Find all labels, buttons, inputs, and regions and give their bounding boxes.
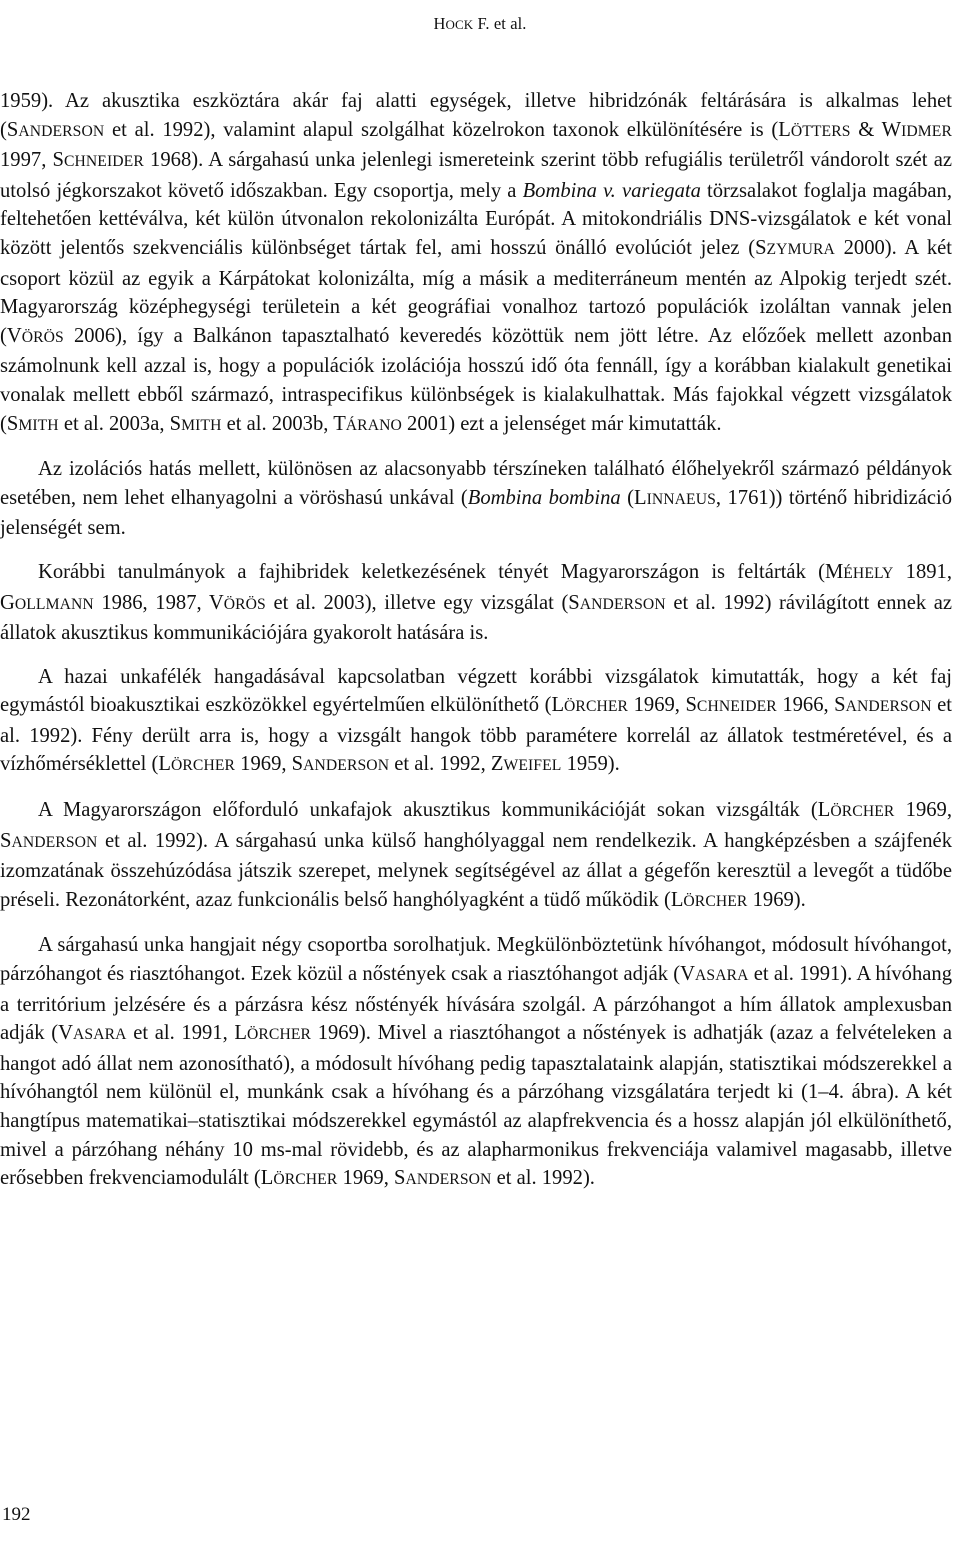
paragraph-1 [0, 87, 952, 440]
page-number: 192 [2, 1504, 31, 1525]
running-header [0, 14, 960, 34]
text-run: et al. 1992, Z [389, 753, 504, 776]
text-run: et al. 1992). Fény derült arra is, hogy a vizsgált hangok több paramétere korrelál az állatok testméretével, és a vízhőmérséklettel (L [0, 694, 952, 776]
text-run: et al. 2003a, S [58, 412, 182, 435]
author-name-smallcaps: ASARA [695, 967, 749, 985]
text-run: et al. 2003b, T [221, 412, 346, 435]
author-name-smallcaps: CHNEIDER [63, 153, 144, 171]
text-run: 1997, S [0, 149, 64, 172]
author-name-smallcaps: ÁRANO [345, 416, 402, 434]
author-name-smallcaps: ZYMURA [766, 240, 835, 258]
text-run: 1969). [747, 888, 806, 911]
author-name-smallcaps: IDMER [901, 122, 952, 140]
text-run: 1969, S [337, 1167, 406, 1190]
text-run: 1986, 1987, V [93, 591, 224, 614]
paragraph-2 [0, 455, 952, 543]
author-name-smallcaps: ANDERSON [303, 757, 390, 775]
author-name-smallcaps: CHNEIDER [696, 698, 777, 716]
text-run: 1968). A sárgahasú unka jelenlegi ismereteink szerint több refugiális területről vándorolt szét az utolsó jégkorszakot követő időszakban. Egy csoportja, mely a [0, 149, 952, 202]
author-name-smallcaps: ANDERSON [18, 122, 105, 140]
text-run: et al. 1991). A hívóhang a territórium jelzésére és a párzásra kész nőstényék hívására szolgál. A párzóhangot a hím állatok amplexusban adják (V [0, 963, 952, 1045]
author-name-smallcaps: WEIFEL [503, 757, 562, 775]
author-name-smallcaps: ÖRCHER [683, 892, 748, 910]
text-run: et al. 2003), illetve egy vizsgálat (S [265, 591, 580, 614]
author-name-smallcaps: ÖTTERS [790, 122, 851, 140]
author-name-smallcaps: ÖRCHER [170, 757, 236, 775]
header-author-initial: H [433, 14, 446, 33]
text-run: Az izolációs hatás mellett, különösen az alacsonyabb térszíneken található élőhelyekről származó példányok esetében, nem lehet elhanyagolni a vöröshasú unkával ( [0, 458, 952, 509]
author-name-smallcaps: INNAEUS [646, 490, 716, 508]
text-run: 1959). [561, 753, 620, 776]
text-run: 2000). A két csoport közül az egyik a Kárpátokat kolonizálta, míg a másik a mediterráneum mentén az Alpokig terjedt szét. Magyarország középhegységi területein a két geográfiai vonalhoz tartozó populációk izoláltan vannak jelen (V [0, 236, 952, 347]
author-name-smallcaps: ANDERSON [845, 698, 932, 716]
paragraph-6 [0, 931, 952, 1194]
text-run: 1891, G [0, 560, 953, 614]
species-name-italic: Bombina v. variegata [522, 179, 701, 202]
text-run: A Magyarországon előforduló unkafajok akusztikus kommunikációját sokan vizsgálták (L [38, 799, 831, 822]
paragraph-5 [0, 796, 952, 916]
text-run: 1969, S [628, 694, 697, 717]
author-name-smallcaps: ANDERSON [579, 595, 666, 613]
text-run: 1969, S [0, 799, 952, 852]
author-name-smallcaps: ASARA [73, 1026, 127, 1044]
species-name-italic: Bombina bombina [467, 486, 621, 509]
text-run: et al. 1992) rávilágított ennek az állatok akusztikus kommunikációjára gyakorolt hatására is. [0, 591, 953, 645]
author-name-smallcaps: ANDERSON [11, 833, 98, 851]
author-name-smallcaps: ÖRCHER [564, 698, 629, 716]
text-run: , 1761)) történő hibridizáció jelenségét sem. [0, 486, 953, 540]
text-run: 1966, S [776, 694, 846, 717]
text-run: 2006), így a Balkánon tapasztalható keveredés közöttük nem jött létre. Az előzőek mellett azonban számolnunk kell azzal is, hogy a populációk izolációja hosszú idő óta fennáll, így a korábban kialakult genetikai vonalak mellett ebből származó, intraspecifikus különbségek is kialakulhattak. Más fajokkal végzett vizsgálatok (S [0, 324, 952, 435]
paragraph-4 [0, 663, 952, 781]
text-run: & W [850, 118, 902, 141]
author-name-smallcaps: MITH [181, 416, 222, 434]
text-run: A sárgahasú unka hangjait négy csoportba sorolhatjuk. Megkülönböztetünk hívóhangot, módosult hívóhangot, párzóhangot és riasztóhangot. Ezek közül a nőstények csak a riasztóhangot adják (V [0, 934, 952, 986]
text-run: törzsalakot foglalja magában, feltehetően kettéválva, két külön útvonalon rekolonizálta Európát. A mitokondriális DNS-vizsgálatok e két vonal között jelentős szekvenciális különbséget tártak fel, ami hosszú önálló evolúciót jelez (S [0, 179, 953, 259]
text-run: A hazai unkafélék hangadásával kapcsolatban végzett korábbi vizsgálatok kimutatták, hogy a két faj egymástól bioakusztikai eszközökkel egyértelműen elkülöníthető (L [0, 665, 952, 717]
text-run: 1969). Mivel a riasztóhangot a nőstények is adhatják (azaz a felvételeken a hangot adó állat nem azonosítható), a módosult hívóhang pedig tapasztalataink alapján, statisztikai módszerekkel a hívóhangtól nem különül el, munkánk csak a hívóhang és a párzóhang vizsgálatára terjedt ki (1–4. ábra). A két hangtípus matematikai–statisztikai módszerekkel egymástól az alapfrekvencia és a hossz alapján jól elkülöníthető, mivel a párzóhang néhány 10 ms-mal rövidebb, és az alapharmonikus frekvenciája valamivel magasabb, illetve erősebben frekvenciamodulált (L [0, 1022, 952, 1190]
text-run: 1959). Az akusztika eszköztára akár faj alatti egységek, illetve hibridzónák feltárására is alkalmas lehet (S [0, 90, 952, 141]
author-name-smallcaps: ÉHELY [843, 564, 894, 582]
author-name-smallcaps: ÖRCHER [830, 803, 895, 821]
author-name-smallcaps: ANDERSON [405, 1171, 492, 1189]
author-name-smallcaps: ÖRCHER [273, 1171, 338, 1189]
header-author-suffix: F. et al. [473, 14, 527, 33]
author-name-smallcaps: ÖRCHER [247, 1026, 312, 1044]
paragraph-3 [0, 558, 952, 648]
text-run: 2001) ezt a jelenséget már kimutatták. [401, 412, 722, 435]
author-name-smallcaps: OLLMANN [14, 595, 94, 613]
author-name-smallcaps: MITH [18, 416, 59, 434]
author-name-smallcaps: ÖRÖS [21, 328, 64, 346]
text-run: (L [620, 486, 647, 509]
text-run: Korábbi tanulmányok a fajhibridek keletkezésének tényét Magyarországon is feltárták (M [38, 560, 844, 583]
text-run: et al. 1992), valamint alapul szolgálhat közelrokon taxonok elkülönítésére is (L [104, 118, 791, 141]
body-text [0, 87, 952, 1210]
header-author-smallcaps: OCK [445, 17, 474, 32]
text-run: et al. 1992). [491, 1167, 595, 1190]
author-name-smallcaps: ÖRÖS [223, 595, 266, 613]
text-run: et al. 1991, L [126, 1022, 247, 1045]
text-run: et al. 1992). A sárgahasú unka külső hanghólyaggal nem rendelkezik. A hangképzésben a szájfenék izomzatának összehúzódása játszik szerepet, melynek segítségével az állat a gégefőn keresztül a levegőt a tüdőbe préseli. Rezonátorként, azaz funkcionális belső hanghólyagként a tüdő működik (L [0, 829, 952, 911]
text-run: 1969, S [235, 753, 304, 776]
